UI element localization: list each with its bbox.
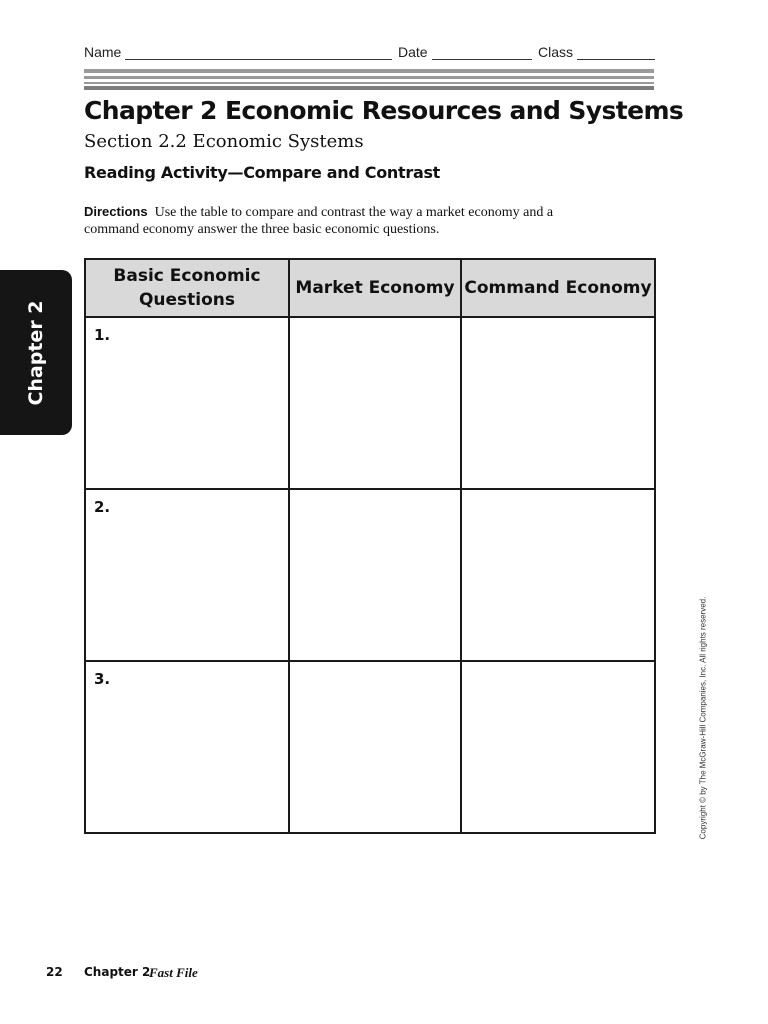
class-blank[interactable] [577,45,655,60]
directions-label: Directions [84,204,148,219]
question-cell-1[interactable] [85,317,289,489]
header-market-economy: Market Economy [289,259,461,317]
footer-book-title: Fast File [149,965,198,980]
header-rule [84,69,654,91]
market-cell-2[interactable] [289,489,461,661]
date-field[interactable] [398,44,532,60]
date-label: Date [398,44,428,60]
compare-contrast-table [84,258,656,834]
table-header-row [85,259,655,317]
class-field[interactable] [538,44,655,60]
command-cell-2[interactable] [461,489,655,661]
header-command-economy: Command Economy [461,259,655,317]
row-number: 3. [94,670,111,688]
table-row [85,489,655,661]
footer-chapter: Chapter 2 [84,965,151,979]
question-cell-3[interactable] [85,661,289,833]
section-title: Section 2.2 Economic Systems [84,131,364,152]
student-info-line [84,44,654,62]
page-number: 22 [46,965,63,979]
chapter-title: Chapter 2 Economic Resources and Systems [84,96,684,125]
name-blank[interactable] [125,45,392,60]
header-basic-economic-questions: Basic Economic Questions [85,259,289,317]
market-cell-3[interactable] [289,661,461,833]
table-row [85,661,655,833]
directions-text: Use the table to compare and contrast the way a market economy and a command economy answer the three basic economic questions. [84,205,554,237]
directions [84,203,584,238]
market-cell-1[interactable] [289,317,461,489]
question-cell-2[interactable] [85,489,289,661]
command-cell-3[interactable] [461,661,655,833]
copyright-notice: Copyright © by The McGraw-Hill Companies, Inc. All rights reserved. [698,596,708,840]
row-number: 2. [94,498,111,516]
side-tab-label: Chapter 2 [25,299,47,406]
row-number: 1. [94,326,111,344]
chapter-side-tab [0,270,72,435]
name-label: Name [84,44,122,60]
table-row [85,317,655,489]
command-cell-1[interactable] [461,317,655,489]
date-blank[interactable] [432,45,532,60]
name-field[interactable] [84,44,392,60]
class-label: Class [538,44,574,60]
activity-title: Reading Activity—Compare and Contrast [84,163,441,182]
